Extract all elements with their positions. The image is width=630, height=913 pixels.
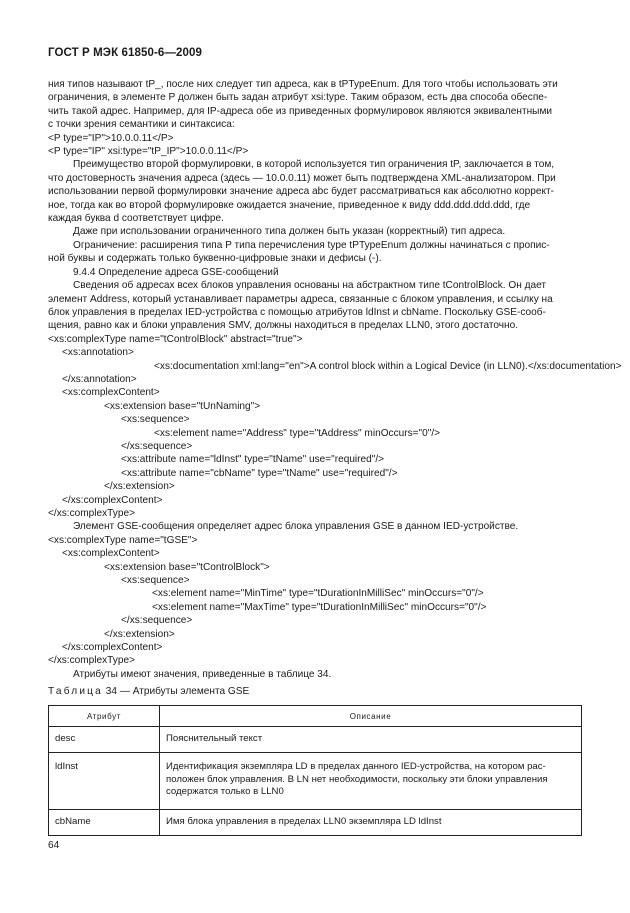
- code-line: </xs:extension>: [104, 481, 175, 493]
- code-line: <xs:extension base="tControlBlock">: [104, 561, 270, 573]
- document-header: ГОСТ Р МЭК 61850-6—2009: [48, 47, 202, 59]
- attribute-cell: desc: [49, 727, 160, 753]
- page-number: 64: [48, 840, 60, 851]
- code-line: <xs:sequence>: [121, 575, 190, 587]
- text-line: каждая буква d соответствует цифре.: [48, 213, 224, 225]
- text-line: чить такой адрес. Например, для IP-адреса обе из приведенных формулировок являются эквивалентными: [48, 105, 553, 117]
- code-line: <xs:complexContent>: [62, 548, 160, 560]
- code-line: <xs:annotation>: [62, 347, 134, 359]
- code-line: <xs:attribute name="ldInst" type="tName" use="required"/>: [121, 454, 385, 466]
- code-line: <xs:extension base="tUnNaming">: [104, 400, 261, 412]
- code-line: <xs:documentation xml:lang="en">A control block within a Logical Device (in LLN0).</xs:documentation>: [154, 360, 622, 372]
- text-line: что достоверность значения адреса (здесь — 10.0.0.11) может быть подтверждена XML-анализатором. При: [48, 172, 556, 184]
- text-line: использовании первой формулировки значение адреса abc будет рассматриваться как абсолютно коррект-: [48, 186, 554, 198]
- code-line: <P type="IP" xsi:type="tP_IP">10.0.0.11</P>: [48, 146, 249, 158]
- code-line: <xs:element name="MinTime" type="tDurationInMilliSec" minOccurs="0"/>: [152, 588, 484, 600]
- code-line: </xs:complexType>: [48, 508, 135, 519]
- code-line: </xs:sequence>: [121, 440, 193, 452]
- text-line: элемент Address, который устанавливает параметры адреса, связанные с блоком управления, и ссылку на: [48, 293, 553, 305]
- text-line: ния типов называют tP_, после них следует тип адреса, как в tPTypeEnum. Для того чтобы использовать эти: [48, 79, 558, 90]
- code-line: <xs:element name="MaxTime" type="tDurationInMilliSec" minOccurs="0"/>: [152, 601, 487, 613]
- code-line: </xs:complexContent>: [62, 494, 163, 506]
- attributes-table: [48, 705, 582, 836]
- code-line: </xs:sequence>: [121, 615, 193, 627]
- text-line: Сведения об адресах всех блоков управления основаны на абстрактном типе tControlBlock. Он дает: [73, 280, 547, 292]
- code-line: </xs:annotation>: [62, 373, 137, 385]
- table-header-row: [49, 706, 582, 727]
- text-line: щения, равно как и блоки управления SMV, должны находиться в пределах LLN0, этого достаточно.: [48, 320, 519, 332]
- text-line: Атрибуты имеют значения, приведенные в таблице 34.: [73, 668, 332, 680]
- description-cell: Имя блока управления в пределах LLN0 экземпляра LD ldInst: [160, 810, 582, 836]
- body-text: [48, 78, 622, 681]
- text-line: ное, тогда как во второй формулировке ожидается значение, приведенное к виду ddd.ddd.ddd.ddd, где: [48, 199, 531, 211]
- code-line: </xs:extension>: [104, 628, 175, 640]
- attribute-cell: cbName: [49, 810, 160, 836]
- code-line: <xs:complexType name="tControlBlock" abstract="true">: [48, 333, 303, 345]
- text-line: Элемент GSE-сообщения определяет адрес блока управления GSE в данном IED-устройстве.: [73, 521, 519, 533]
- text-line: Ограничение: расширения типа P типа перечисления type tPTypeEnum должны начинаться с пропис-: [73, 239, 550, 251]
- description-cell: Идентификация экземпляра LD в пределах данного IED-устройства, на котором рас- положен блок управления. В LN нет необходимости, поскольку эти блоки управления содержатся только в LLN0: [160, 753, 582, 810]
- code-line: </xs:complexContent>: [62, 642, 163, 654]
- code-line: <xs:element name="Address" type="tAddress" minOccurs="0"/>: [154, 427, 441, 439]
- column-header-description: Описание: [160, 706, 582, 727]
- table-row: [49, 810, 582, 836]
- text-line: Даже при использовании ограниченного типа должен быть указан (корректный) тип адреса.: [73, 226, 506, 238]
- table-row: [49, 727, 582, 753]
- text-line: блок управления в пределах IED-устройства с помощью атрибутов ldInst и cbName. Поскольку GSE-сооб-: [48, 306, 546, 318]
- code-line: <xs:complexContent>: [62, 387, 160, 399]
- text-line: с точки зрения семантики и синтаксиса:: [48, 119, 235, 131]
- section-heading: 9.4.4 Определение адреса GSE-сообщений: [73, 266, 279, 278]
- table-row: [49, 753, 582, 810]
- column-header-attribute: Атрибут: [49, 706, 160, 727]
- description-cell: Пояснительный текст: [160, 727, 582, 753]
- table-caption: [48, 686, 249, 697]
- code-line: </xs:complexType>: [48, 655, 135, 667]
- code-line: <xs:sequence>: [121, 414, 190, 426]
- table-caption-text: 34 — Атрибуты элемента GSE: [102, 686, 250, 697]
- code-line: <P type="IP">10.0.0.11</P>: [48, 132, 174, 144]
- text-line: ной буквы и содержать только буквенно-цифровые знаки и дефисы (-).: [48, 253, 382, 265]
- code-line: <xs:complexType name="tGSE">: [48, 534, 198, 546]
- text-line: ограничения, в элементе P должен быть задан атрибут xsi:type. Таким образом, есть два способа обеспе-: [48, 92, 548, 104]
- table-caption-label: Таблица: [48, 686, 103, 697]
- attribute-cell: ldInst: [49, 753, 160, 810]
- text-line: Преимущество второй формулировки, в которой используется тип ограничения tP, заключается в том,: [73, 159, 555, 171]
- code-line: <xs:attribute name="cbName" type="tName" use="required"/>: [121, 467, 398, 479]
